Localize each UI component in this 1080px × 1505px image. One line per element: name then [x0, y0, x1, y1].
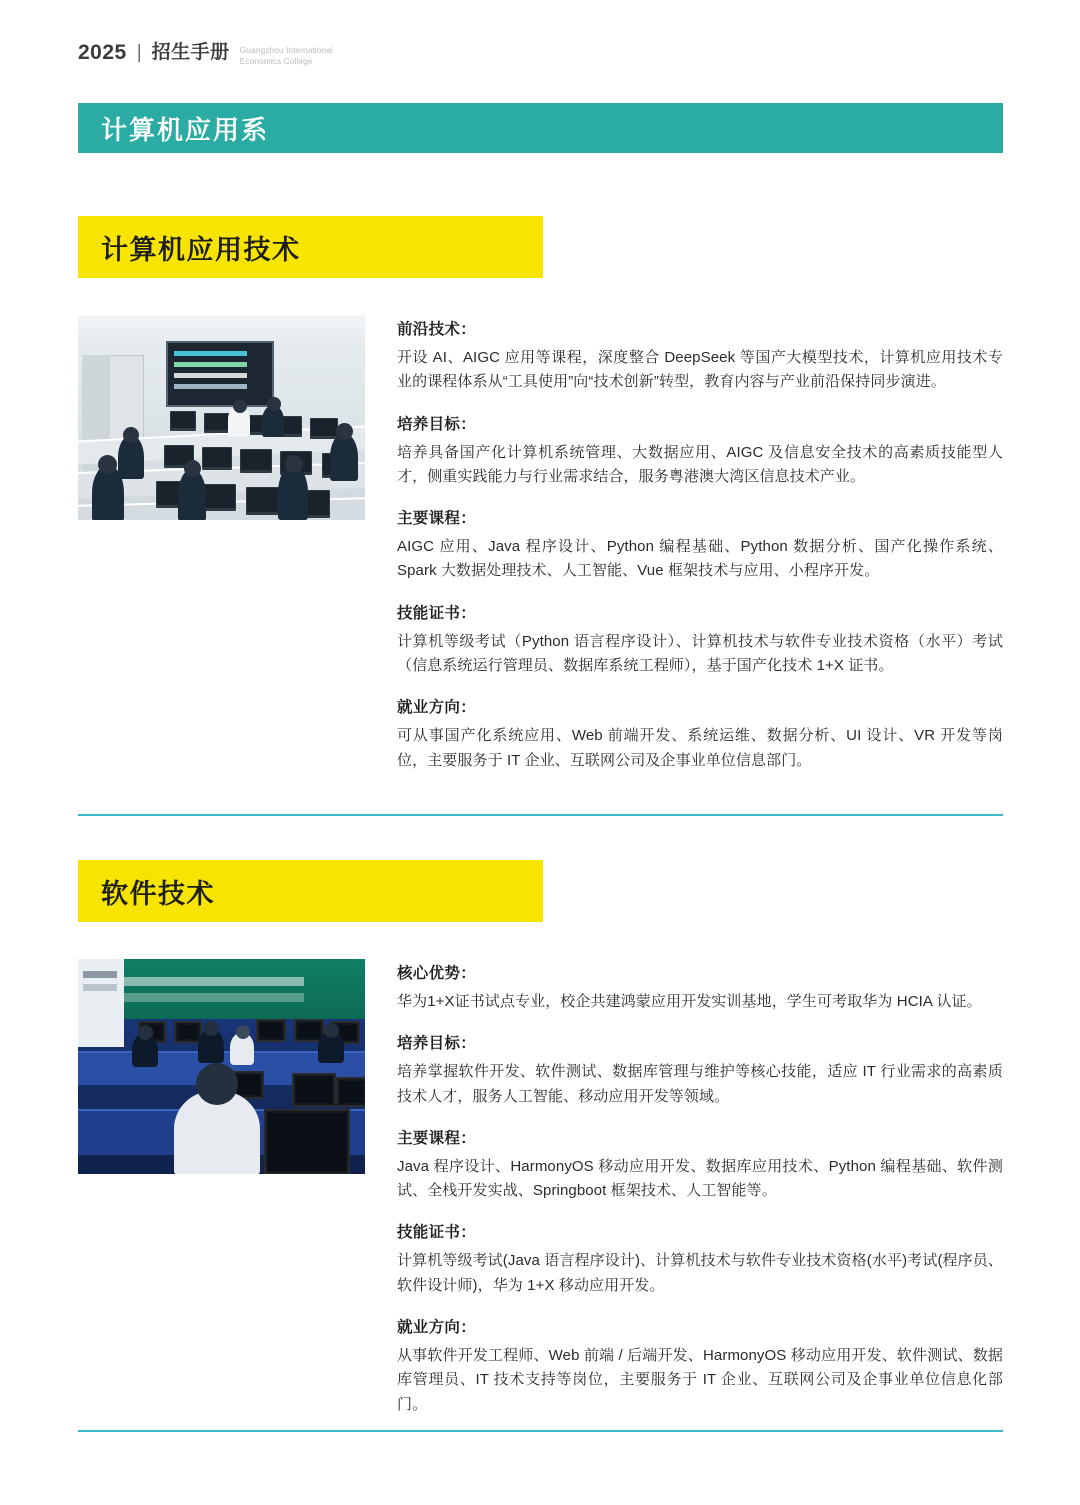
lab-student-head [336, 423, 353, 440]
lab-student [330, 433, 358, 481]
page-header [78, 40, 360, 66]
lab-student-head [233, 399, 247, 413]
department-name: 计算机应用系 [101, 114, 270, 145]
competition-person-head [324, 1023, 339, 1038]
lab-monitor [240, 449, 272, 473]
lab-monitor [310, 418, 338, 439]
lab-student-head [285, 455, 303, 473]
lab-student [278, 465, 308, 520]
section-label: 技能证书： [397, 1224, 477, 1242]
program-section [397, 1220, 1003, 1298]
section-divider [78, 814, 1003, 816]
department-banner [78, 103, 1003, 153]
section-label: 主要课程： [397, 510, 477, 528]
program-section [397, 317, 1003, 395]
section-text: 开设 AI、AIGC 应用等课程，深度整合 DeepSeek 等国产大模型技术，计算机应用技术专业的课程体系从“工具使用”向“技术创新”转型，教育内容与产业前沿保持同步演进。 [397, 349, 1003, 391]
computer-lab-photo [78, 315, 365, 520]
section-text: 从事软件开发工程师、Web 前端 / 后端开发、HarmonyOS 移动应用开发、软件测试、数据库管理员、IT 技术支持等岗位，主要服务于 IT 企业、互联网公司及企事业单位信息化部门。 [397, 1347, 1003, 1413]
lab-student-head [184, 460, 201, 477]
lab-student-head [98, 455, 117, 474]
program-section [397, 1126, 1003, 1204]
lab-wall-screen [166, 341, 274, 407]
header-title-en: Guangzhou International Economics College [239, 45, 333, 66]
competition-person-head [236, 1025, 250, 1039]
photo-artwork-competition [78, 959, 365, 1174]
program-section [397, 1031, 1003, 1109]
section-text: 培养掌握软件开发、软件测试、数据库管理与维护等核心技能，适应 IT 行业需求的高素质技术人才，服务人工智能、移动应用开发等领域。 [397, 1063, 1003, 1105]
lab-student-head [267, 397, 281, 411]
program-content-1 [397, 315, 1003, 773]
section-text: 华为1+X证书试点专业，校企共建鸿蒙应用开发实训基地，学生可考取华为 HCIA 认证。 [397, 993, 982, 1010]
competition-monitor [336, 1077, 365, 1107]
section-label: 就业方向： [397, 1319, 477, 1337]
section-text: AIGC 应用、Java 程序设计、Python 编程基础、Python 数据分析、国产化操作系统、Spark 大数据处理技术、人工智能、Vue 框架技术与应用、小程序开发。 [397, 538, 1003, 580]
competition-monitor [256, 1019, 286, 1042]
software-competition-photo [78, 959, 365, 1174]
section-text: 计算机等级考试（Python 语言程序设计）、计算机技术与软件专业技术资格（水平）考试（信息系统运行管理员、数据库系统工程师），基于国产化技术 1+X 证书。 [397, 632, 1003, 675]
section-text: 培养具备国产化计算机系统管理、大数据应用、AIGC 及信息安全技术的高素质技能型人才，侧重实践能力与行业需求结合，服务粤港澳大湾区信息技术产业。 [397, 443, 1003, 485]
section-label: 就业方向： [397, 699, 477, 717]
section-label: 前沿技术： [397, 321, 477, 338]
competition-wall-panel [78, 959, 124, 1047]
program-content-2 [397, 959, 1003, 1417]
program-section [397, 695, 1003, 773]
program-block-1 [78, 216, 1003, 773]
section-text: Java 程序设计、HarmonyOS 移动应用开发、数据库应用技术、Python 编程基础、软件测试、全栈开发实战、Springboot 框架技术、人工智能等。 [397, 1157, 1003, 1200]
program-title-1: 计算机应用技术 [101, 234, 301, 265]
competition-foreground-student-head [196, 1063, 238, 1105]
lab-monitor [170, 411, 196, 431]
section-label: 主要课程： [397, 1129, 477, 1147]
competition-person-head [204, 1021, 219, 1036]
lab-monitor [204, 413, 230, 433]
section-text: 计算机等级考试(Java 语言程序设计)、计算机技术与软件专业技术资格(水平)考试(程序员、软件设计师)，华为 1+X 移动应用开发。 [397, 1252, 1003, 1294]
lab-student-head [123, 427, 139, 443]
header-year: 2025 [78, 41, 127, 64]
program-section [397, 961, 1003, 1014]
lab-monitor [202, 447, 232, 470]
program-section [397, 412, 1003, 490]
program-section [397, 1315, 1003, 1417]
section-divider [78, 1430, 1003, 1432]
program-section [397, 601, 1003, 679]
section-text: 可从事国产化系统应用、Web 前端开发、系统运维、数据分析、UI 设计、VR 开发等岗位，主要服务于 IT 企业、互联网公司及企事业单位信息部门。 [397, 727, 1003, 769]
program-section [397, 506, 1003, 584]
program-body-1 [78, 315, 1003, 773]
section-label: 核心优势： [397, 965, 477, 982]
section-label: 培养目标： [397, 1035, 477, 1053]
header-title-cn: 招生手册 [151, 42, 230, 63]
section-label: 培养目标： [397, 415, 477, 433]
program-block-2 [78, 860, 1003, 1417]
competition-monitor-front [264, 1109, 350, 1174]
competition-person-head [138, 1025, 153, 1040]
program-title-2: 软件技术 [101, 878, 215, 909]
program-body-2 [78, 959, 1003, 1417]
program-title-banner-1 [78, 216, 543, 278]
competition-monitor [292, 1073, 336, 1107]
section-label: 技能证书： [397, 604, 477, 622]
photo-artwork-lab [78, 315, 365, 520]
header-separator: | [136, 42, 142, 63]
program-title-banner-2 [78, 860, 543, 922]
